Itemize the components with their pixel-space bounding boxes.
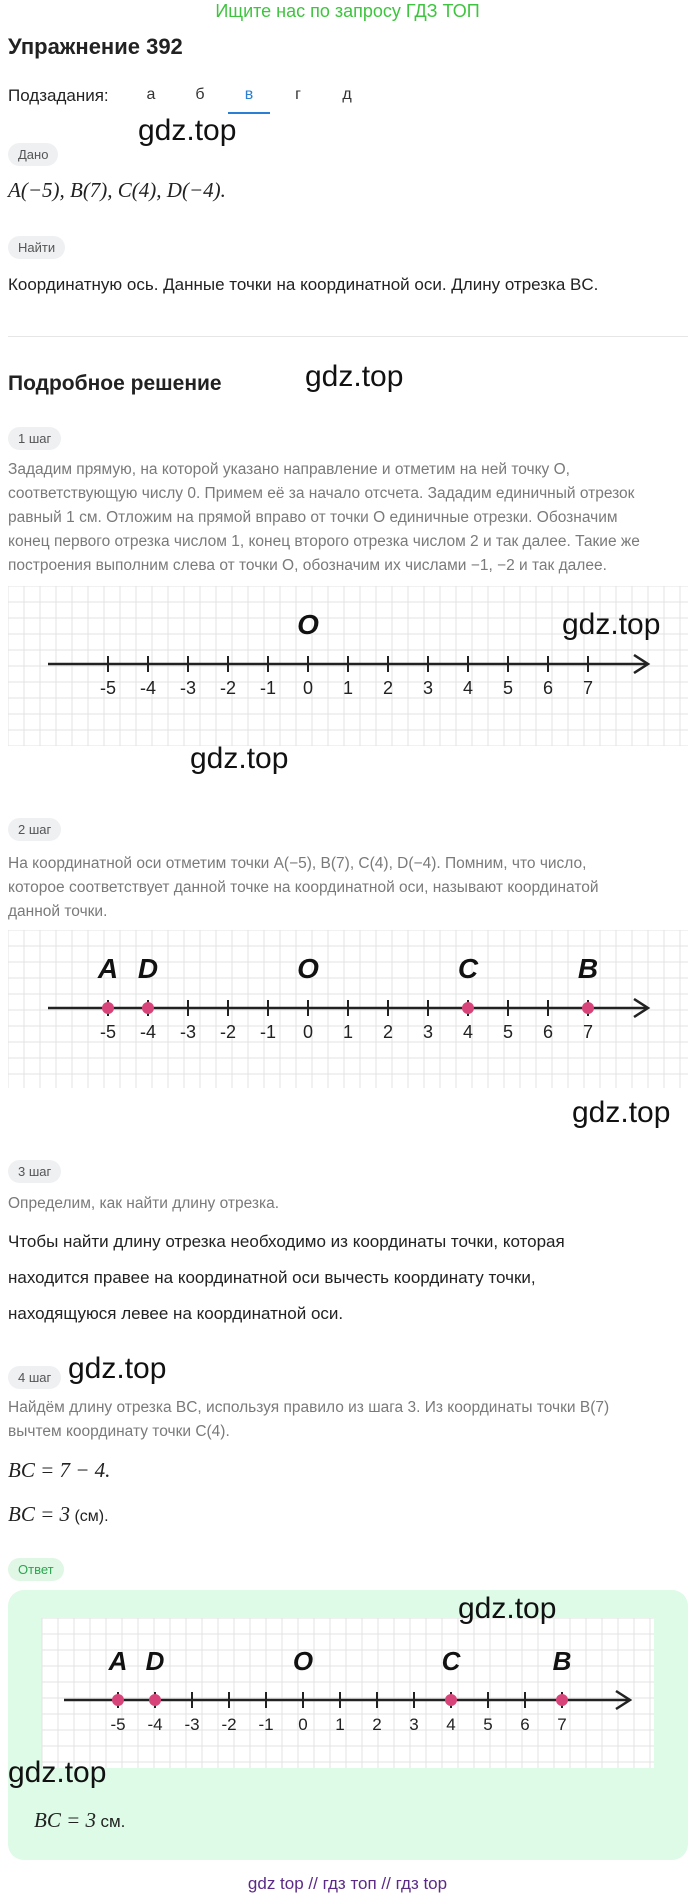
watermark: gdz.top: [305, 360, 404, 393]
formula-2-math: BC = 3: [8, 1502, 71, 1526]
tick-label: -1: [259, 678, 277, 698]
point-d: [142, 1002, 154, 1014]
tick-label: 2: [372, 1715, 382, 1734]
watermark: gdz.top: [138, 114, 237, 147]
tick-label: -4: [139, 678, 157, 698]
tick-label: -5: [99, 678, 117, 698]
point-d: [149, 1694, 161, 1706]
tick-label: 4: [446, 1715, 456, 1734]
point-label-d: D: [145, 1646, 165, 1676]
watermark: gdz.top: [190, 742, 289, 775]
point-a: [112, 1694, 124, 1706]
subtasks-label: Подзадания:: [8, 86, 109, 105]
point-label-b: B: [577, 953, 599, 984]
point-c: [462, 1002, 474, 1014]
point-label-c: C: [441, 1646, 461, 1676]
step-2-line: данной точки.: [8, 903, 108, 920]
origin-label: O: [297, 953, 319, 984]
origin-label: O: [297, 609, 319, 640]
tick-label: 6: [542, 678, 554, 698]
step-4-text: [8, 1396, 693, 1444]
tick-label: -3: [184, 1715, 200, 1734]
exercise-title: Упражнение 392: [8, 34, 183, 59]
tick-label: 1: [342, 678, 354, 698]
solution-title: Подробное решение: [8, 372, 222, 395]
step-3-rule-line: находящуюся левее на координатной оси.: [8, 1304, 344, 1323]
point-label-d: D: [137, 953, 159, 984]
formula-2-unit: (см).: [74, 1508, 109, 1525]
tick-label: 3: [422, 678, 434, 698]
answer-value: [34, 1808, 125, 1833]
answer-math: BC = 3: [34, 1808, 97, 1832]
step-1-line: равный 1 см. Отложим на прямой вправо от точки O единичные отрезки. Обозначим: [8, 509, 618, 526]
tick-label: 2: [382, 1022, 394, 1042]
tick-label: -4: [139, 1022, 157, 1042]
step-3-rule-line: Чтобы найти длину отрезка необходимо из координаты точки, которая: [8, 1232, 565, 1251]
answer-unit: см.: [100, 1812, 126, 1831]
watermark: gdz.top: [562, 608, 661, 641]
step-3-pill: 3 шаг: [8, 1160, 61, 1183]
watermark: gdz.top: [458, 1592, 557, 1625]
step-2-line: На координатной оси отметим точки A(−5), B(7), C(4), D(−4). Помним, что число,: [8, 855, 587, 872]
step-3-text: Определим, как найти длину отрезка.: [8, 1195, 280, 1212]
tick-label: 1: [342, 1022, 354, 1042]
step-1-line: конец первого отрезка числом 1, конец второго отрезка числом 2 и так далее. Такие же: [8, 533, 640, 550]
step-4-pill: 4 шаг: [8, 1366, 61, 1389]
tab-g[interactable]: г: [295, 86, 301, 103]
tab-v[interactable]: в: [244, 86, 254, 103]
step-1-line: соответствующую числу 0. Примем её за начало отсчета. Зададим единичный отрезок: [8, 485, 635, 502]
tick-label: 1: [335, 1715, 345, 1734]
point-label-a: A: [108, 1646, 128, 1676]
tick-label: 7: [582, 1022, 594, 1042]
tick-label: 5: [483, 1715, 493, 1734]
find-pill: Найти: [8, 236, 65, 259]
tick-label: -5: [110, 1715, 126, 1734]
tick-label: -1: [258, 1715, 274, 1734]
tick-label: -3: [179, 1022, 197, 1042]
watermark: gdz.top: [572, 1096, 671, 1129]
tick-label: 6: [542, 1022, 554, 1042]
tick-label: 3: [409, 1715, 419, 1734]
answer-pill: Ответ: [8, 1558, 64, 1581]
tick-label: 2: [382, 678, 394, 698]
tick-label: 6: [520, 1715, 530, 1734]
tick-label: 3: [422, 1022, 434, 1042]
tick-label: -5: [99, 1022, 117, 1042]
tick-label: 7: [557, 1715, 567, 1734]
step-1-text: [8, 458, 693, 578]
step-3-rule: [8, 1224, 693, 1332]
tick-label: 0: [302, 1022, 314, 1042]
given-values: A(−5), B(7), C(4), D(−4).: [8, 178, 226, 202]
tick-label: 4: [462, 1022, 474, 1042]
tick-label: 5: [502, 1022, 514, 1042]
point-label-a: A: [97, 953, 119, 984]
tick-label: 4: [462, 678, 474, 698]
top-banner: Ищите нас по запросу ГДЗ ТОП: [215, 1, 480, 21]
formula-1: BC = 7 − 4.: [8, 1458, 111, 1482]
tick-label: -2: [219, 1022, 237, 1042]
step-2-line: которое соответствует данной точке на координатной оси, называют координатой: [8, 879, 599, 896]
number-line-figure-answer: [32, 1618, 667, 1768]
tick-label: 0: [298, 1715, 308, 1734]
tick-label: -4: [147, 1715, 163, 1734]
step-1-line: построения выполним слева от точки O, обозначим их числами −1, −2 и так далее.: [8, 557, 607, 574]
watermark: gdz.top: [8, 1756, 107, 1789]
step-3-rule-line: находится правее на координатной оси вычесть координату точки,: [8, 1268, 536, 1287]
step-2-pill: 2 шаг: [8, 818, 61, 841]
given-pill: Дано: [8, 143, 58, 166]
origin-label: O: [292, 1646, 314, 1676]
tick-label: 0: [302, 678, 314, 698]
formula-2: [8, 1502, 109, 1528]
point-label-b: B: [552, 1646, 572, 1676]
tab-d[interactable]: д: [342, 86, 352, 103]
number-line-figure-2: [8, 930, 688, 1088]
step-1-line: Зададим прямую, на которой указано направление и отметим на ней точку O,: [8, 461, 570, 478]
watermark: gdz.top: [68, 1352, 167, 1385]
find-text: Координатную ось. Данные точки на координатной оси. Длину отрезка BC.: [8, 275, 599, 294]
tick-label: 5: [502, 678, 514, 698]
tab-b[interactable]: б: [195, 86, 205, 103]
footer-links: gdz top // гдз топ // гдз top: [247, 1874, 448, 1893]
step-4-line: вычтем координату точки C(4).: [8, 1423, 230, 1440]
divider: [8, 336, 688, 337]
step-2-text: [8, 852, 693, 924]
point-label-c: C: [457, 953, 479, 984]
point-a: [102, 1002, 114, 1014]
point-c: [445, 1694, 457, 1706]
tick-label: -2: [221, 1715, 237, 1734]
step-1-pill: 1 шаг: [8, 427, 61, 450]
tick-label: 7: [582, 678, 594, 698]
tab-a[interactable]: а: [146, 86, 156, 103]
point-b: [556, 1694, 568, 1706]
tick-label: -3: [179, 678, 197, 698]
tick-label: -2: [219, 678, 237, 698]
step-4-line: Найдём длину отрезка BC, используя правило из шага 3. Из координаты точки B(7): [8, 1399, 610, 1416]
tick-label: -1: [259, 1022, 277, 1042]
point-b: [582, 1002, 594, 1014]
